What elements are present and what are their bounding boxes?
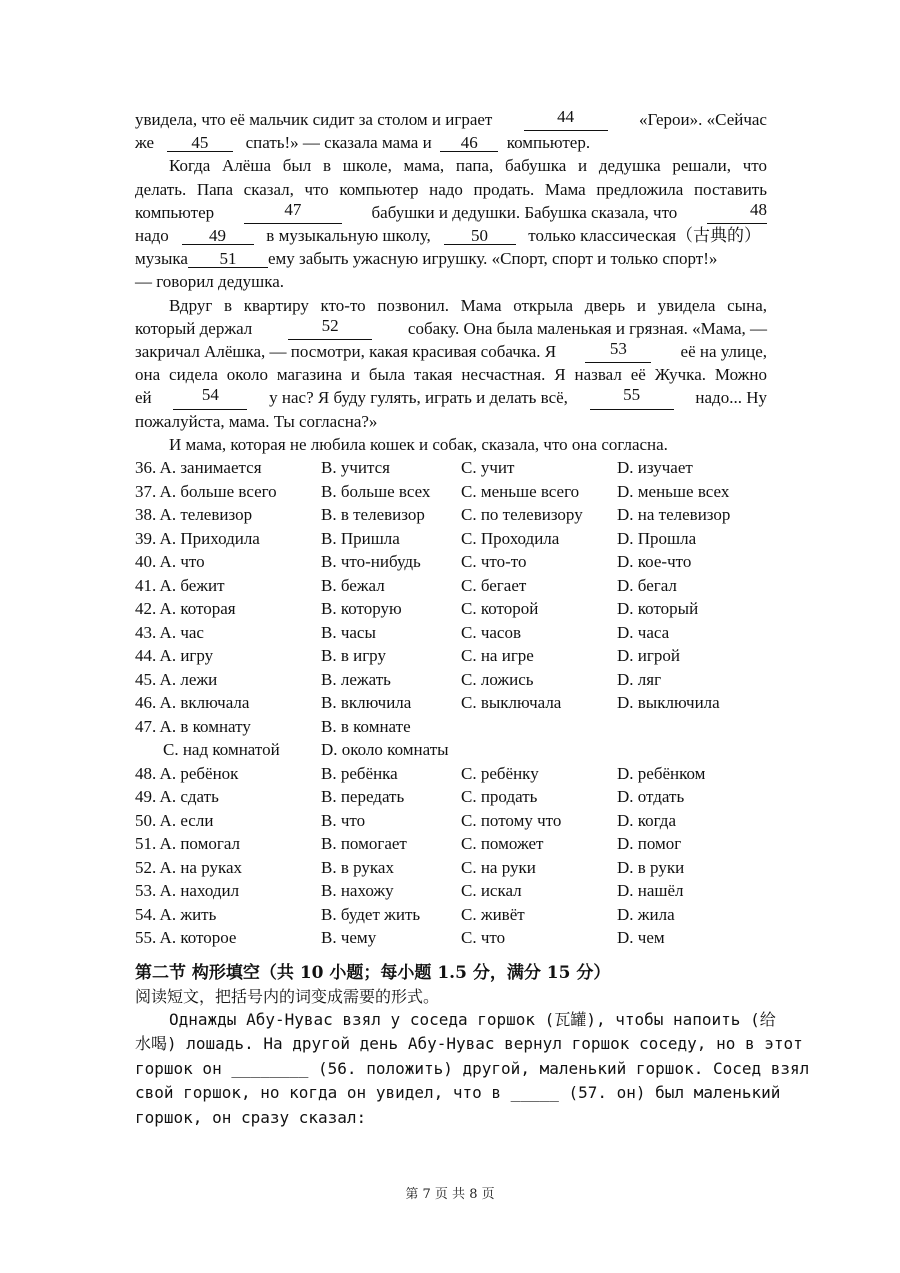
- option-row: [135, 503, 767, 527]
- text-segment: закричал Алёшка, — посмотри, какая красивая собачка. Я: [135, 342, 557, 362]
- option-choice: 45. A. лежи: [135, 669, 218, 689]
- option-choice: B. включила: [321, 693, 412, 713]
- passage-line: [135, 108, 767, 131]
- option-choice: 42. A. которая: [135, 599, 236, 619]
- text-segment: спать!» — сказала мама и: [245, 133, 432, 153]
- text-segment: надо: [135, 226, 169, 246]
- option-choice: D. выключила: [617, 693, 720, 713]
- option-choice: C. ложись: [461, 669, 534, 689]
- answer-blank: 44: [524, 108, 608, 131]
- passage2-line: 水喝) лошадь. На другой день Абу-Нувас вернул горшок соседу, но в этот: [135, 1034, 803, 1054]
- passage-line: И мама, которая не любила кошек и собак, сказала, что она согласна.: [169, 434, 668, 454]
- option-choice: 36. A. занимается: [135, 458, 262, 478]
- option-choice: C. бегает: [461, 575, 527, 595]
- option-row: [135, 738, 767, 762]
- text-segment: который держал: [135, 318, 253, 338]
- option-choice: 44. A. игру: [135, 646, 214, 666]
- option-choice: B. передать: [321, 787, 405, 807]
- passage-line: Когда Алёша был в школе, мама, папа, бабушка и дедушка решали, что: [169, 156, 767, 176]
- passage2-line: свой горшок, но когда он увидел, что в _____ (57. он) был маленький: [135, 1083, 781, 1103]
- option-choice: C. поможет: [461, 834, 544, 854]
- option-choice: D. игрой: [617, 646, 680, 666]
- passage-line: [135, 131, 767, 154]
- exam-page: [135, 107, 810, 1130]
- option-choice: 52. A. на руках: [135, 857, 243, 877]
- passage-line: [135, 340, 767, 363]
- options-list: [135, 456, 767, 950]
- page-footer: 第 7 页 共 8 页: [405, 1187, 495, 1202]
- option-choice: C. часов: [461, 622, 522, 642]
- option-choice: 46. A. включала: [135, 693, 250, 713]
- answer-blank: 52: [288, 317, 372, 340]
- option-choice: C. живёт: [461, 904, 525, 924]
- option-choice: 51. A. помогал: [135, 834, 241, 854]
- option-choice: B. в комнате: [321, 716, 411, 736]
- option-row: [135, 668, 767, 692]
- passage-line: Вдруг в квартиру кто-то позвонил. Мама открыла дверь и увидела сына,: [169, 295, 767, 315]
- option-choice: D. когда: [617, 810, 676, 830]
- answer-blank: 50: [444, 227, 516, 245]
- option-choice: B. Пришла: [321, 528, 400, 548]
- answer-blank: 53: [585, 340, 651, 363]
- passage-line: пожалуйста, мама. Ты согласна?»: [135, 411, 378, 431]
- option-row: [135, 550, 767, 574]
- option-choice: 38. A. телевизор: [135, 505, 253, 525]
- option-row: [135, 597, 767, 621]
- option-choice: C. выключала: [461, 693, 562, 713]
- option-choice: B. что-нибудь: [321, 552, 421, 572]
- option-row: [135, 480, 767, 504]
- option-row: [135, 879, 767, 903]
- option-choice: C. продать: [461, 787, 538, 807]
- option-choice: 49. A. сдать: [135, 787, 219, 807]
- passage-line: [135, 224, 767, 247]
- option-row: [135, 691, 767, 715]
- option-row: [135, 574, 767, 598]
- text-segment: увидела, что её мальчик сидит за столом и играет: [135, 110, 493, 129]
- passage2-line: Однажды Абу-Нувас взял у соседа горшок (瓦罐), чтобы напоить (给: [169, 1009, 776, 1029]
- option-choice: C. по телевизору: [461, 505, 583, 525]
- option-row: [135, 785, 767, 809]
- text-segment: ему забыть ужасную игрушку. «Спорт, спорт и только спорт!»: [267, 249, 718, 269]
- option-choice: D. нашёл: [617, 881, 684, 901]
- option-choice: 53. A. находил: [135, 881, 240, 901]
- option-choice: B. часы: [321, 622, 376, 642]
- option-choice: C. на руки: [461, 857, 536, 877]
- option-choice: 55. A. которое: [135, 928, 237, 948]
- option-choice: B. будет жить: [321, 904, 421, 924]
- option-choice: B. лежать: [321, 669, 391, 689]
- option-choice: C. потому что: [461, 810, 562, 830]
- option-choice: B. чему: [321, 928, 377, 948]
- option-choice: 37. A. больше всего: [135, 481, 277, 501]
- option-row: [135, 856, 767, 880]
- option-choice: D. жила: [617, 904, 675, 924]
- passage-line: [135, 247, 767, 270]
- passage-line: — говорил дедушка.: [135, 272, 285, 292]
- text-segment: только классическая（古典的）: [528, 226, 762, 246]
- answer-blank: 47: [244, 201, 342, 224]
- option-row: [135, 926, 767, 950]
- option-row: [135, 456, 767, 480]
- text-segment: ей: [135, 388, 152, 408]
- option-choice: C. над комнатой: [163, 740, 280, 760]
- passage2-line: горшок, он сразу сказал:: [135, 1107, 367, 1127]
- option-choice: 54. A. жить: [135, 904, 217, 924]
- answer-blank: 45: [167, 134, 233, 152]
- option-choice: D. кое-что: [617, 552, 692, 572]
- option-choice: B. нахожу: [321, 881, 394, 901]
- option-choice: C. Проходила: [461, 528, 560, 548]
- text-segment: в музыкальную школу,: [266, 226, 431, 246]
- option-choice: C. что: [461, 928, 506, 948]
- option-choice: D. на телевизор: [617, 505, 731, 525]
- option-row: [135, 621, 767, 645]
- text-segment: её на улице,: [680, 342, 767, 362]
- option-choice: D. около комнаты: [321, 740, 449, 760]
- answer-blank: 49: [182, 227, 254, 245]
- option-row: [135, 527, 767, 551]
- text-segment: музыка: [135, 249, 188, 269]
- option-choice: 47. A. в комнату: [135, 716, 251, 736]
- option-choice: C. учит: [461, 458, 515, 478]
- option-choice: D. часа: [617, 622, 670, 642]
- text-segment: собаку. Она была маленькая и грязная. «Мама, —: [407, 318, 767, 338]
- text-segment: компьютер.: [506, 133, 591, 153]
- option-choice: 39. A. Приходила: [135, 528, 260, 548]
- option-choice: C. которой: [461, 599, 539, 619]
- text-segment: надо... Ну: [695, 388, 767, 408]
- option-row: [135, 903, 767, 927]
- answer-blank: 46: [440, 134, 498, 152]
- answer-blank: 55: [590, 386, 674, 409]
- passage-line: делать. Папа сказал, что компьютер надо продать. Мама предложила поставить: [135, 179, 767, 199]
- option-choice: B. в телевизор: [321, 505, 425, 525]
- option-choice: C. ребёнку: [461, 763, 539, 783]
- passage-line: [135, 317, 767, 340]
- option-choice: B. в руках: [321, 857, 394, 877]
- option-choice: B. помогает: [321, 834, 407, 854]
- option-choice: B. что: [321, 810, 366, 830]
- text-segment: у нас? Я буду гулять, играть и делать всё,: [269, 388, 568, 408]
- option-choice: B. учится: [321, 458, 390, 478]
- option-choice: D. ляг: [617, 669, 662, 689]
- option-choice: D. изучает: [617, 458, 693, 478]
- option-choice: D. помог: [617, 834, 682, 854]
- option-choice: D. отдать: [617, 787, 685, 807]
- text-segment: бабушки и дедушки. Бабушка сказала, что: [371, 202, 678, 222]
- option-choice: B. бежал: [321, 575, 385, 595]
- passage2-line: горшок он ________ (56. положить) другой, маленький горшок. Сосед взял: [135, 1058, 810, 1078]
- option-row: [135, 832, 767, 856]
- option-row: [135, 809, 767, 833]
- section-title: 第二节 构形填空（共 10 小题；每小题 1.5 分，满分 15 分）: [135, 962, 611, 983]
- text-segment: «Герои». «Сейчас: [638, 110, 767, 129]
- option-choice: 48. A. ребёнок: [135, 763, 239, 783]
- option-choice: C. на игре: [461, 646, 534, 666]
- option-choice: 50. A. если: [135, 810, 214, 830]
- answer-blank: 51: [188, 250, 268, 268]
- section-instruction: 阅读短文，把括号内的词变成需要的形式。: [135, 986, 440, 1006]
- option-row: [135, 715, 767, 739]
- option-choice: D. который: [617, 599, 699, 619]
- option-choice: C. что-то: [461, 552, 527, 572]
- option-choice: D. чем: [617, 928, 665, 948]
- passage-line: [135, 386, 767, 409]
- text-segment: компьютер: [135, 202, 215, 222]
- answer-blank: 54: [173, 386, 247, 409]
- option-choice: 40. A. что: [135, 552, 205, 572]
- option-row: [135, 644, 767, 668]
- option-choice: B. больше всех: [321, 481, 431, 501]
- answer-blank: 48: [707, 201, 767, 224]
- option-choice: B. ребёнка: [321, 763, 398, 783]
- option-choice: 41. A. бежит: [135, 575, 225, 595]
- option-choice: 43. A. час: [135, 622, 204, 642]
- option-choice: B. которую: [321, 599, 402, 619]
- text-segment: же: [135, 133, 155, 153]
- option-choice: B. в игру: [321, 646, 386, 666]
- option-row: [135, 762, 767, 786]
- option-choice: D. Прошла: [617, 528, 697, 548]
- passage-line: она сидела около магазина и была такая несчастная. Я назвал её Жучка. Можно: [135, 365, 767, 385]
- option-choice: D. бегал: [617, 575, 677, 595]
- option-choice: C. меньше всего: [461, 481, 580, 501]
- option-choice: C. искал: [461, 881, 522, 901]
- passage-line: [135, 201, 767, 224]
- option-choice: D. в руки: [617, 857, 685, 877]
- option-choice: D. ребёнком: [617, 763, 706, 783]
- option-choice: D. меньше всех: [617, 481, 730, 501]
